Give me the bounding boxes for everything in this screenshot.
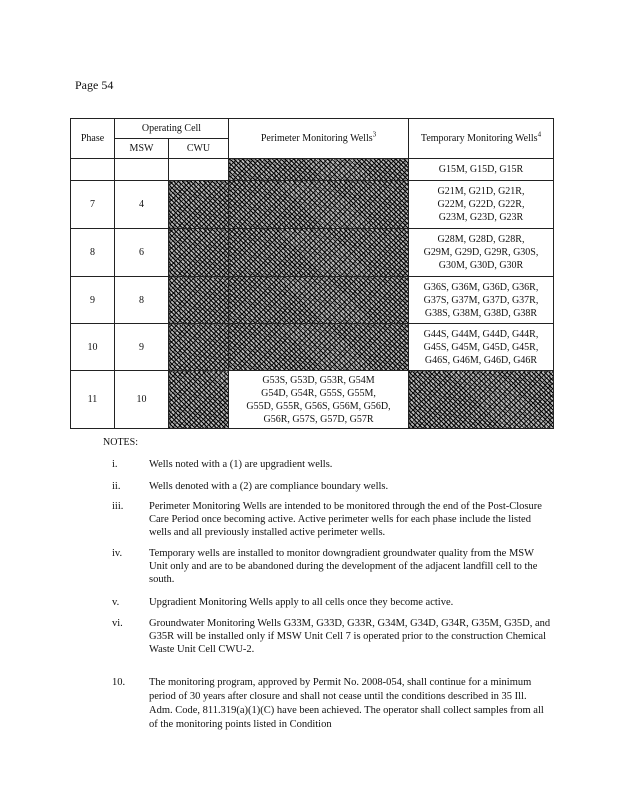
table-row bbox=[71, 277, 554, 324]
cell-phase bbox=[71, 159, 115, 181]
cell-perimeter-redacted bbox=[229, 159, 409, 181]
cell-msw: 10 bbox=[115, 371, 169, 429]
cell-msw: 4 bbox=[115, 181, 169, 229]
cell-perimeter-redacted bbox=[229, 181, 409, 229]
cell-cwu-redacted bbox=[169, 324, 229, 371]
cell-temporary: G21M, G21D, G21R, G22M, G22D, G22R, G23M, G23D, G23R bbox=[409, 181, 554, 229]
header-operating-cell: Operating Cell bbox=[115, 119, 229, 139]
header-cwu: CWU bbox=[169, 139, 229, 159]
cell-msw: 6 bbox=[115, 229, 169, 277]
cell-cwu bbox=[169, 159, 229, 181]
cell-phase: 7 bbox=[71, 181, 115, 229]
cell-perimeter-redacted bbox=[229, 277, 409, 324]
cell-cwu-redacted bbox=[169, 229, 229, 277]
cell-temporary: G28M, G28D, G28R, G29M, G29D, G29R, G30S, G30M, G30D, G30R bbox=[409, 229, 554, 277]
cell-phase: 8 bbox=[71, 229, 115, 277]
cell-msw: 8 bbox=[115, 277, 169, 324]
header-perimeter: Perimeter Monitoring Wells$^3$ bbox=[229, 119, 409, 159]
cell-temporary-redacted bbox=[409, 371, 554, 429]
table-row bbox=[71, 371, 554, 429]
cell-phase: 11 bbox=[71, 371, 115, 429]
cell-perimeter-redacted bbox=[229, 324, 409, 371]
cell-temporary: G36S, G36M, G36D, G36R, G37S, G37M, G37D, G37R, G38S, G38M, G38D, G38R bbox=[409, 277, 554, 324]
header-msw: MSW bbox=[115, 139, 169, 159]
monitoring-wells-table bbox=[70, 118, 554, 429]
cell-msw bbox=[115, 159, 169, 181]
table-row bbox=[71, 324, 554, 371]
table-row bbox=[71, 181, 554, 229]
header-temporary: Temporary Monitoring Wells$^4$ bbox=[409, 119, 554, 159]
cell-perimeter: G53S, G53D, G53R, G54M G54D, G54R, G55S, G55M, G55D, G55R, G56S, G56M, G56D, G56R, G57S, G57D, G57R bbox=[229, 371, 409, 429]
cell-cwu-redacted bbox=[169, 181, 229, 229]
cell-temporary: G15M, G15D, G15R bbox=[409, 159, 554, 181]
table-row bbox=[71, 159, 554, 181]
cell-cwu-redacted bbox=[169, 277, 229, 324]
table-row bbox=[71, 229, 554, 277]
cell-msw: 9 bbox=[115, 324, 169, 371]
notes-title: NOTES: bbox=[103, 437, 138, 448]
cell-cwu-redacted bbox=[169, 371, 229, 429]
cell-temporary: G44S, G44M, G44D, G44R, G45S, G45M, G45D, G45R, G46S, G46M, G46D, G46R bbox=[409, 324, 554, 371]
header-phase: Phase bbox=[71, 119, 115, 159]
cell-phase: 10 bbox=[71, 324, 115, 371]
cell-phase: 9 bbox=[71, 277, 115, 324]
page-label: Page 54 bbox=[75, 78, 114, 92]
table-header-row bbox=[71, 119, 554, 139]
cell-perimeter-redacted bbox=[229, 229, 409, 277]
